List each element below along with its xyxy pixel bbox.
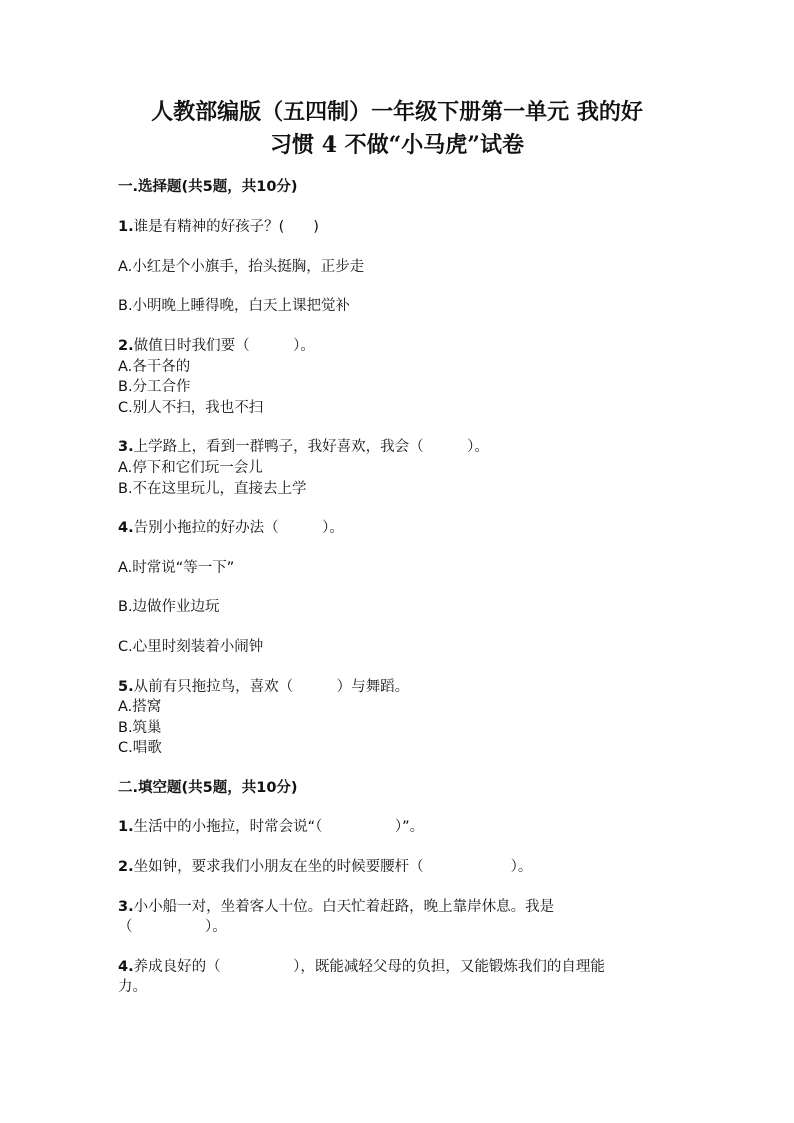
option-4b: B.边做作业边玩 bbox=[118, 599, 220, 615]
question-number: 3. bbox=[118, 439, 134, 455]
section-heading-fill: 二.填空题(共5题，共10分) bbox=[118, 780, 298, 796]
option-5c: C.唱歌 bbox=[118, 740, 162, 756]
question-fill-4-continued: 力。 bbox=[118, 979, 147, 995]
question-fill-4 bbox=[118, 957, 605, 977]
option-3a: A.停下和它们玩一会儿 bbox=[118, 460, 263, 476]
question-text: 坐如钟，要求我们小朋友在坐的时候要腰杆（ ）。 bbox=[133, 859, 533, 875]
question-number: 2. bbox=[118, 859, 134, 875]
question-choice-3 bbox=[118, 437, 489, 457]
option-2b: B.分工合作 bbox=[118, 379, 191, 395]
question-number: 3. bbox=[118, 899, 134, 915]
question-number: 2. bbox=[118, 338, 134, 354]
question-text: 做值日时我们要（ ）。 bbox=[133, 338, 315, 354]
section-heading-choice: 一.选择题(共5题，共10分) bbox=[118, 179, 298, 195]
option-4c: C.心里时刻装着小闹钟 bbox=[118, 639, 264, 655]
option-5b: B.筑巢 bbox=[118, 720, 162, 736]
question-fill-1 bbox=[118, 817, 424, 837]
question-fill-3-continued: （ ）。 bbox=[118, 919, 227, 935]
option-2a: A.各干各的 bbox=[118, 359, 191, 375]
question-text: 谁是有精神的好孩子？( ) bbox=[133, 219, 319, 235]
question-choice-1 bbox=[118, 217, 319, 237]
document-title-line-2: 习惯 4 不做“小马虎”试卷 bbox=[270, 132, 524, 158]
question-choice-4 bbox=[118, 518, 344, 538]
question-number: 4. bbox=[118, 520, 134, 536]
question-text: 生活中的小拖拉，时常会说“（ ）”。 bbox=[133, 819, 425, 835]
question-choice-5 bbox=[118, 677, 409, 697]
question-text: 从前有只拖拉鸟，喜欢（ ）与舞蹈。 bbox=[133, 679, 410, 695]
question-number: 1. bbox=[118, 219, 134, 235]
question-number: 5. bbox=[118, 679, 134, 695]
option-1b: B.小明晚上睡得晚，白天上课把觉补 bbox=[118, 298, 351, 314]
option-5a: A.搭窝 bbox=[118, 699, 162, 715]
question-fill-3 bbox=[118, 897, 554, 917]
question-number: 4. bbox=[118, 959, 134, 975]
option-1a: A.小红是个小旗手，抬头挺胸，正步走 bbox=[118, 259, 365, 275]
question-fill-2 bbox=[118, 857, 532, 877]
option-4a: A.时常说“等一下” bbox=[118, 560, 235, 576]
question-text: 上学路上，看到一群鸭子，我好喜欢，我会（ ）。 bbox=[133, 439, 489, 455]
question-number: 1. bbox=[118, 819, 134, 835]
option-3b: B.不在这里玩儿，直接去上学 bbox=[118, 481, 307, 497]
question-text: 养成良好的（ ），既能减轻父母的负担，又能锻炼我们的自理能 bbox=[133, 959, 605, 975]
question-text: 告别小拖拉的好办法（ ）。 bbox=[133, 520, 344, 536]
question-choice-2 bbox=[118, 336, 315, 356]
question-text: 小小船一对，坐着客人十位。白天忙着赶路，晚上靠岸休息。我是 bbox=[133, 899, 555, 915]
option-2c: C.别人不扫，我也不扫 bbox=[118, 400, 264, 416]
document-title-line-1: 人教部编版（五四制）一年级下册第一单元 我的好 bbox=[151, 99, 643, 125]
